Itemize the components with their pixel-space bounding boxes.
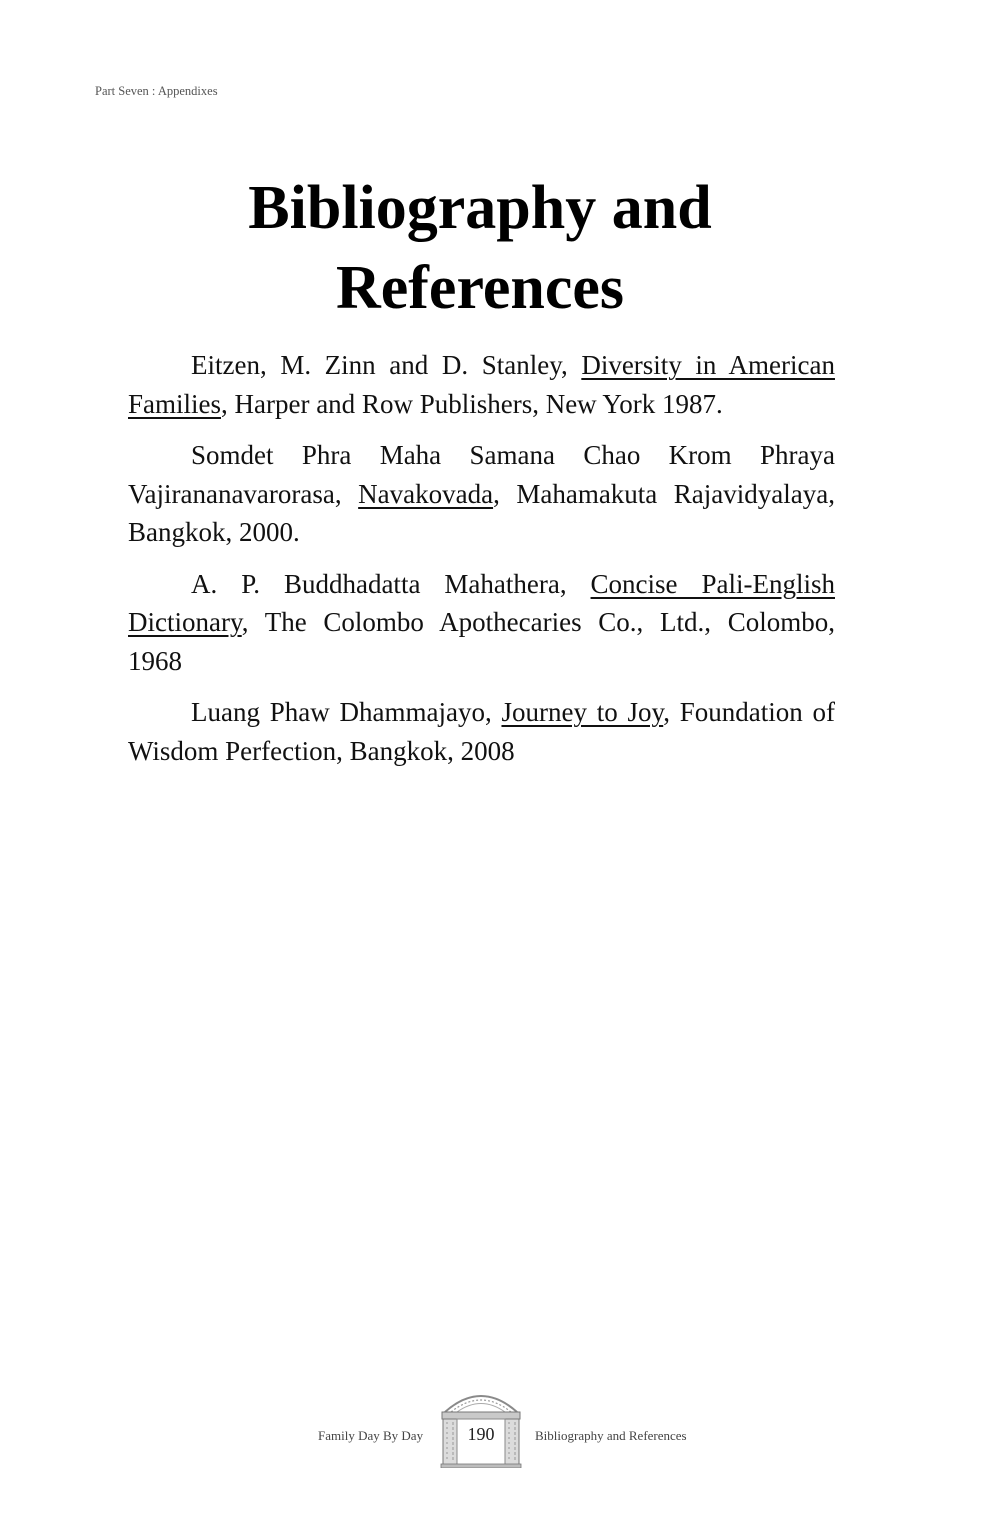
reference-entry	[128, 346, 835, 423]
reference-list	[128, 346, 835, 783]
footer-book-title: Family Day By Day	[318, 1428, 424, 1443]
reference-authors: Luang Phaw Dhammajayo,	[191, 697, 502, 727]
reference-authors: Somdet Phra Maha Samana Chao Krom Phraya Vajirananavarorasa,	[128, 440, 835, 509]
reference-title: Diversity in American Families	[128, 350, 835, 419]
reference-title: Navakovada	[358, 478, 494, 509]
reference-publication: , The Colombo Apothecaries Co., Ltd., Colombo, 1968	[128, 607, 835, 676]
running-head: Part Seven : Appendixes	[95, 84, 218, 98]
reference-publication: , Harper and Row Publishers, New York 1987.	[221, 388, 723, 419]
reference-publication: , Foundation of Wisdom Perfection, Bangkok, 2008	[128, 697, 835, 766]
page-number: 190	[467, 1424, 495, 1444]
page-title	[0, 168, 960, 328]
page-title-line-1: Bibliography and	[248, 174, 712, 242]
reference-title: Journey to Joy	[501, 697, 664, 727]
reference-authors: Eitzen, M. Zinn and D. Stanley,	[191, 350, 582, 380]
footer-section-title: Bibliography and References	[535, 1428, 687, 1443]
page-title-line-2: References	[335, 254, 625, 322]
reference-title: Concise Pali-English Dictionary	[128, 568, 835, 637]
page-footer	[0, 1382, 1000, 1472]
reference-authors: A. P. Buddhadatta Mahathera,	[191, 568, 591, 599]
reference-entry	[128, 565, 835, 681]
reference-entry	[128, 693, 835, 770]
reference-publication: , Mahamakuta Rajavidyalaya, Bangkok, 2000.	[128, 478, 835, 547]
reference-entry	[128, 436, 835, 552]
